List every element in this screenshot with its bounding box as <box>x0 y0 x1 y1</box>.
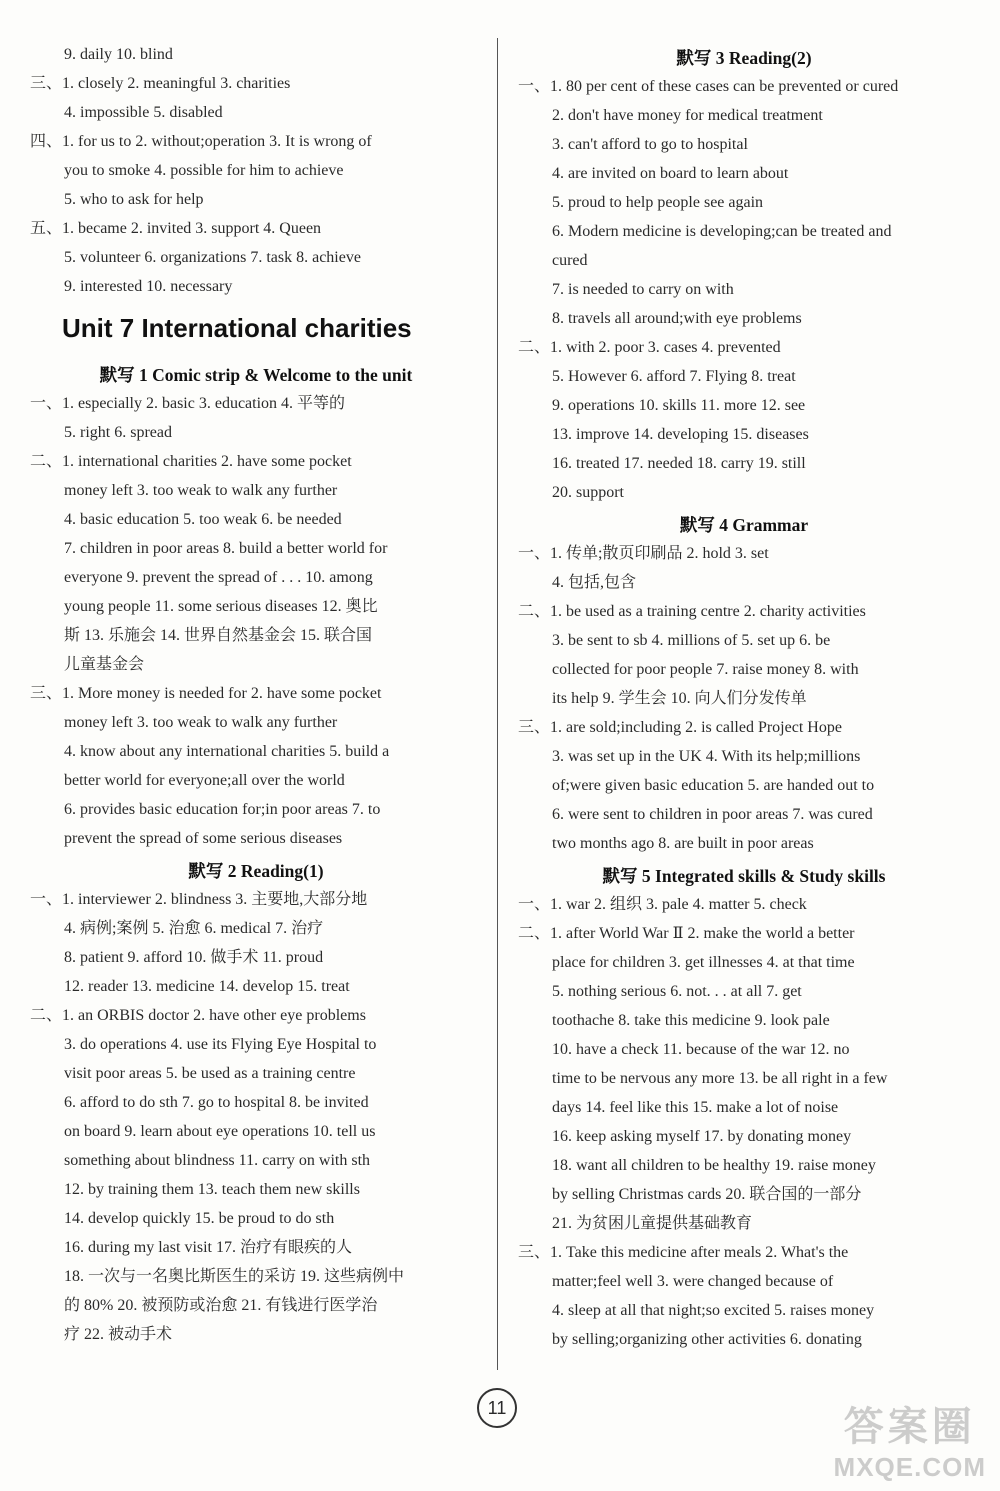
answer-line: 4. are invited on board to learn about <box>552 165 789 182</box>
page-number: 11 <box>477 1388 517 1428</box>
watermark-text: 答案圈 <box>843 1405 976 1449</box>
answer-line: toothache 8. take this medicine 9. look pale <box>552 1012 830 1029</box>
answer-line: you to smoke 4. possible for him to achieve <box>64 162 344 179</box>
answer-line: 6. Modern medicine is developing;can be treated and <box>552 223 892 240</box>
answer-line: 二、1. after World War Ⅱ 2. make the world a better <box>518 925 855 942</box>
answer-line: 二、1. be used as a training centre 2. charity activities <box>518 603 866 620</box>
answer-line: 三、1. are sold;including 2. is called Project Hope <box>518 719 842 736</box>
answer-line: collected for poor people 7. raise money 8. with <box>552 661 859 678</box>
answer-line: 9. operations 10. skills 11. more 12. see <box>552 397 806 414</box>
answer-line: place for children 3. get illnesses 4. at that time <box>552 954 855 971</box>
answer-line: 6. provides basic education for;in poor areas 7. to <box>64 801 381 818</box>
answer-line: 6. afford to do sth 7. go to hospital 8. be invited <box>64 1094 369 1111</box>
answer-line: 5. who to ask for help <box>64 191 204 208</box>
answer-line: young people 11. some serious diseases 12. 奥比 <box>64 598 378 615</box>
answer-line: 三、1. closely 2. meaningful 3. charities <box>30 75 291 92</box>
answer-line: 的 80% 20. 被预防或治愈 21. 有钱进行医学治 <box>64 1297 378 1314</box>
answer-line: 4. 病例;案例 5. 治愈 6. medical 7. 治疗 <box>64 920 324 937</box>
answer-line: 一、1. interviewer 2. blindness 3. 主要地,大部分地 <box>30 891 368 908</box>
answer-line: 二、1. an ORBIS doctor 2. have other eye problems <box>30 1007 366 1024</box>
answer-line: by selling Christmas cards 20. 联合国的一部分 <box>552 1186 862 1203</box>
answer-line: 一、1. especially 2. basic 3. education 4. 平等的 <box>30 395 346 412</box>
answer-line: 16. during my last visit 17. 治疗有眼疾的人 <box>64 1239 353 1256</box>
answer-line: time to be nervous any more 13. be all right in a few <box>552 1070 888 1087</box>
answer-line: 9. daily 10. blind <box>64 46 173 63</box>
answer-line: 二、1. international charities 2. have some pocket <box>30 453 352 470</box>
answer-line: 12. reader 13. medicine 14. develop 15. treat <box>64 978 350 995</box>
answer-line: 5. volunteer 6. organizations 7. task 8. achieve <box>64 249 361 266</box>
answer-line: 5. proud to help people see again <box>552 194 764 211</box>
answer-line: money left 3. too weak to walk any further <box>64 482 338 499</box>
answer-line: 13. improve 14. developing 15. diseases <box>552 426 809 443</box>
answer-line: 8. patient 9. afford 10. 做手术 11. proud <box>64 949 324 966</box>
answer-line: of;were given basic education 5. are handed out to <box>552 777 875 794</box>
section-heading: 默写 1 Comic strip & Welcome to the unit <box>99 365 413 385</box>
answer-line: 14. develop quickly 15. be proud to do sth <box>64 1210 335 1227</box>
column-divider <box>497 38 498 1370</box>
answer-line: 9. interested 10. necessary <box>64 278 233 295</box>
answer-line: 4. impossible 5. disabled <box>64 104 223 121</box>
answer-line: 4. 包括,包含 <box>552 574 637 591</box>
answer-line: everyone 9. prevent the spread of . . . 10. among <box>64 569 373 586</box>
answer-line: 16. keep asking myself 17. by donating money <box>552 1128 852 1145</box>
answer-line: 18. want all children to be healthy 19. raise money <box>552 1157 876 1174</box>
answer-line: 五、1. became 2. invited 3. support 4. Queen <box>30 220 322 237</box>
answer-line: visit poor areas 5. be used as a training centre <box>64 1065 356 1082</box>
section-heading: 默写 4 Grammar <box>679 515 809 535</box>
watermark-logo <box>834 1395 986 1483</box>
answer-line: 三、1. More money is needed for 2. have some pocket <box>30 685 382 702</box>
unit-title: Unit 7 International charities <box>62 313 412 343</box>
answer-line: 2. don't have money for medical treatment <box>552 107 823 124</box>
answer-line: 疗 22. 被动手术 <box>64 1326 173 1343</box>
answer-line: 一、1. 80 per cent of these cases can be prevented or cured <box>518 78 899 95</box>
answer-line: 4. sleep at all that night;so excited 5. raises money <box>552 1302 875 1319</box>
answer-line: 5. However 6. afford 7. Flying 8. treat <box>552 368 796 385</box>
left-column <box>30 40 482 1349</box>
watermark-url: MXQE.COM <box>833 1452 986 1482</box>
answer-line: 6. were sent to children in poor areas 7. was cured <box>552 806 873 823</box>
answer-line: 二、1. with 2. poor 3. cases 4. prevented <box>518 339 781 356</box>
answer-line: 一、1. war 2. 组织 3. pale 4. matter 5. check <box>518 896 807 913</box>
answer-line: 7. is needed to carry on with <box>552 281 734 298</box>
answer-line: money left 3. too weak to walk any further <box>64 714 338 731</box>
answer-line: 18. 一次与一名奥比斯医生的采访 19. 这些病例中 <box>64 1268 405 1285</box>
answer-line: something about blindness 11. carry on with sth <box>64 1152 371 1169</box>
section-heading: 默写 2 Reading(1) <box>188 861 324 881</box>
answer-line: 12. by training them 13. teach them new skills <box>64 1181 360 1198</box>
answer-line: days 14. feel like this 15. make a lot of noise <box>552 1099 839 1116</box>
answer-line: prevent the spread of some serious diseases <box>64 830 343 847</box>
answer-line: 3. be sent to sb 4. millions of 5. set up 6. be <box>552 632 831 649</box>
answer-line: 8. travels all around;with eye problems <box>552 310 802 327</box>
answer-line: 3. was set up in the UK 4. With its help;millions <box>552 748 861 765</box>
answer-line: 10. have a check 11. because of the war 12. no <box>552 1041 850 1058</box>
answer-line: 三、1. Take this medicine after meals 2. What's the <box>518 1244 849 1261</box>
answer-line: 3. do operations 4. use its Flying Eye Hospital to <box>64 1036 377 1053</box>
answer-line: 斯 13. 乐施会 14. 世界自然基金会 15. 联合国 <box>64 627 373 644</box>
answer-line: 4. basic education 5. too weak 6. be needed <box>64 511 342 528</box>
right-column <box>518 40 970 1354</box>
answer-line: matter;feel well 3. were changed because of <box>552 1273 834 1290</box>
answer-line: better world for everyone;all over the world <box>64 772 345 789</box>
answer-line: 5. nothing serious 6. not. . . at all 7. get <box>552 983 802 1000</box>
answer-line: its help 9. 学生会 10. 向人们分发传单 <box>552 690 807 707</box>
answer-line: cured <box>552 252 588 269</box>
answer-line: 儿童基金会 <box>64 656 145 673</box>
answer-line: by selling;organizing other activities 6. donating <box>552 1331 862 1348</box>
answer-line: 5. right 6. spread <box>64 424 172 441</box>
answer-line: 16. treated 17. needed 18. carry 19. still <box>552 455 806 472</box>
section-heading: 默写 3 Reading(2) <box>676 48 812 68</box>
answer-line: 3. can't afford to go to hospital <box>552 136 748 153</box>
answer-line: on board 9. learn about eye operations 10. tell us <box>64 1123 376 1140</box>
answer-line: 7. children in poor areas 8. build a better world for <box>64 540 388 557</box>
answer-line: two months ago 8. are built in poor areas <box>552 835 814 852</box>
answer-line: 20. support <box>552 484 624 501</box>
section-heading: 默写 5 Integrated skills & Study skills <box>602 866 886 886</box>
answer-line: 一、1. 传单;散页印刷品 2. hold 3. set <box>518 545 769 562</box>
answer-line: 四、1. for us to 2. without;operation 3. It is wrong of <box>30 133 372 150</box>
answer-line: 4. know about any international charities 5. build a <box>64 743 390 760</box>
answer-line: 21. 为贫困儿童提供基础教育 <box>552 1215 753 1232</box>
